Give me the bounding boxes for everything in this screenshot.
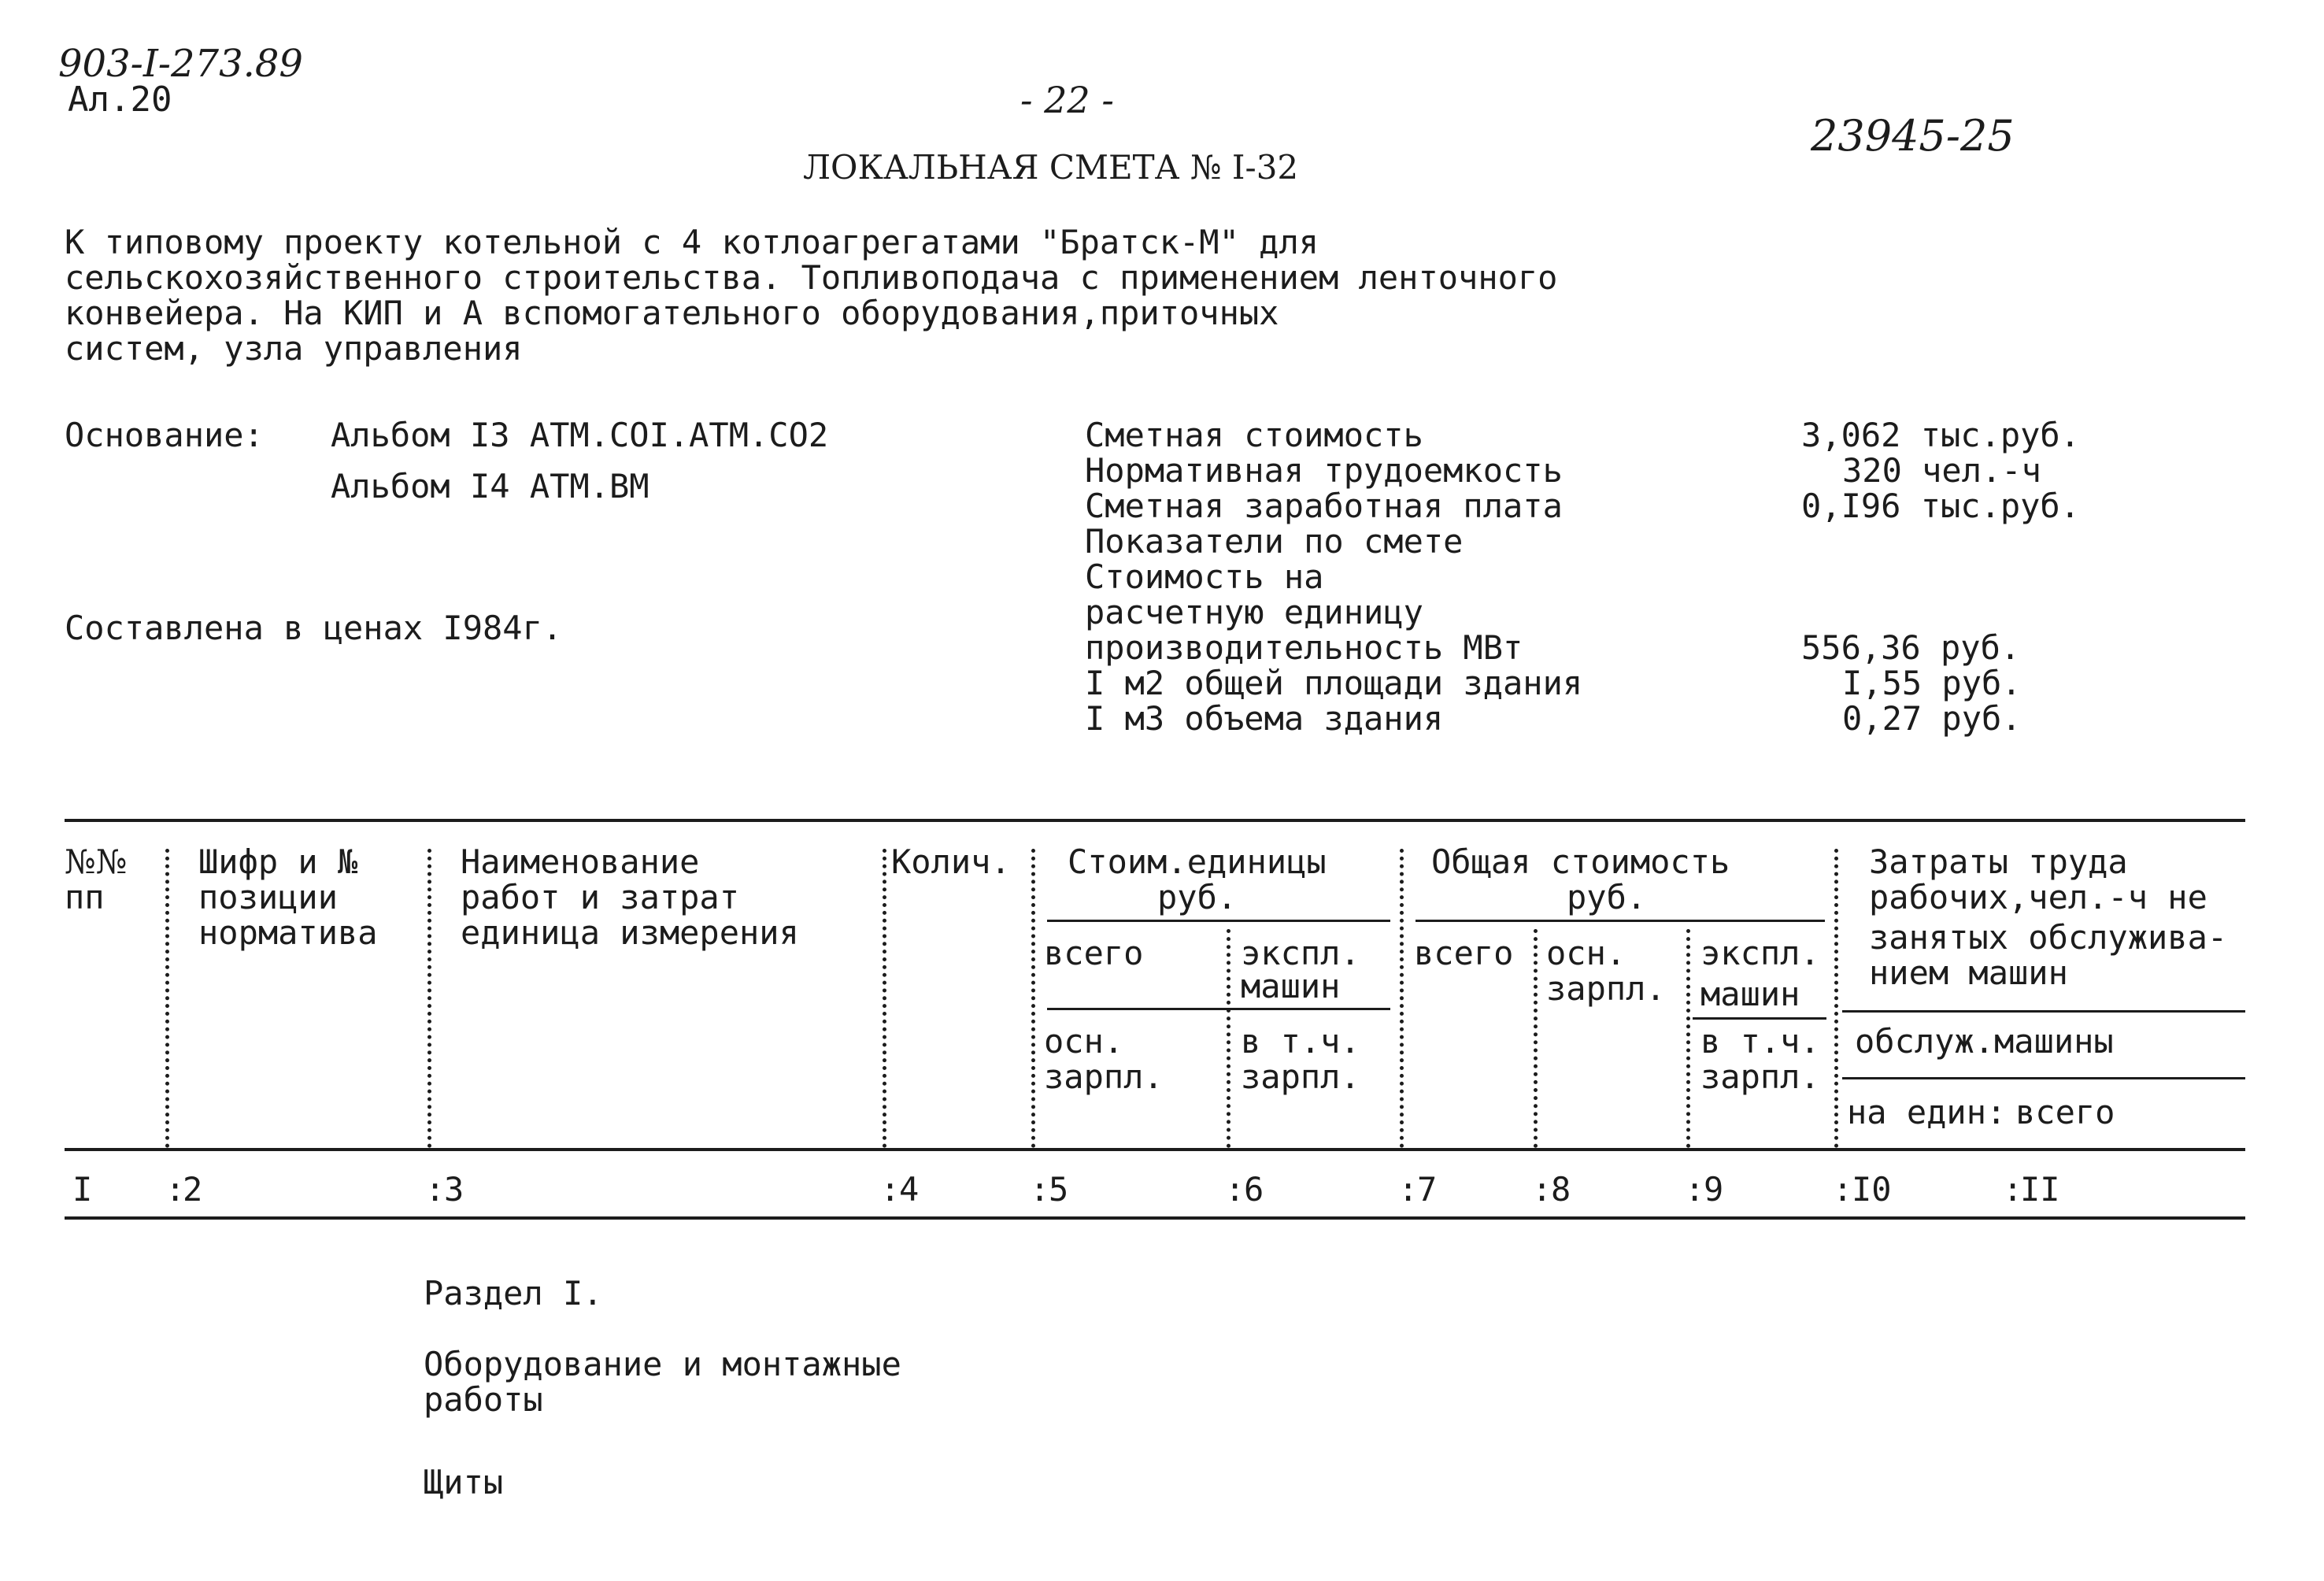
column-number: І0 [1852,1170,1892,1209]
column-separator [1227,929,1230,1148]
column-number: 9 [1704,1170,1724,1209]
header-name: работ и затрат [461,878,740,916]
indicator-label: Нормативная трудоемкость [1085,451,1563,490]
table-top-rule [65,819,2245,822]
header-incl-wage: в т.ч. [1700,1022,1820,1061]
section-title: Раздел І. [424,1274,603,1313]
indicator-label: І м3 объема здания [1085,699,1444,738]
header-wage: зарпл. [1044,1057,1164,1096]
column-number-separator: : [1398,1170,1419,1209]
indicator-label: Показатели по смете [1085,522,1464,561]
description-line: систем, узла управления [65,329,523,368]
document-title: ЛОКАЛЬНАЯ СМЕТА № І-32 [803,148,1299,187]
column-separator [165,849,169,1148]
header-wage: зарпл. [1546,969,1666,1008]
header-total-cost: руб. [1567,878,1647,916]
column-number: 3 [444,1170,464,1209]
header-incl-wage: в т.ч. [1241,1022,1360,1061]
total-cost-rule [1415,920,1825,922]
column-number: ІІ [2020,1170,2060,1209]
column-number: 8 [1551,1170,1571,1209]
header-total: всего [1414,934,1514,972]
indicator-label: Сметная заработная плата [1085,487,1563,525]
document-code: 903-І-273.89 [58,42,303,86]
header-code: Шифр и № [198,842,358,881]
column-separator [1834,849,1838,1148]
machines-rule [1693,1017,1826,1020]
description-line: сельскохозяйственного строительства. Топливоподача с применением ленточного [65,258,1558,297]
header-number: пп [65,878,105,916]
machines-rule [1047,1008,1390,1010]
header-labor: нием машин [1869,953,2068,992]
section-subtitle: Оборудование и монтажные [424,1345,901,1383]
table-header-bottom-rule [65,1148,2245,1151]
header-per-unit: на един: [1847,1093,2007,1131]
sheet-number: Ал.20 [68,80,172,120]
column-number-separator: : [1833,1170,1853,1209]
column-separator [1534,929,1538,1148]
header-code: позиции [198,878,339,916]
header-name: Наименование [461,842,700,881]
column-number: 7 [1417,1170,1438,1209]
indicator-value: 556,36 руб. [1801,628,2021,667]
header-unit-cost: руб. [1157,878,1238,916]
column-separator [1686,929,1690,1148]
indicator-value: І,55 руб. [1842,664,2022,702]
header-machines: экспл. [1700,934,1820,972]
header-total: всего [1044,934,1144,972]
column-number-separator: : [2003,1170,2023,1209]
indicator-label: Сметная стоимость [1085,416,1423,454]
labor-rule [1842,1077,2245,1079]
header-incl-wage: зарпл. [1241,1057,1360,1096]
header-name: единица измерения [461,913,799,952]
header-code: норматива [198,913,378,952]
subsection-title: Щиты [424,1463,504,1501]
column-number-separator: : [1030,1170,1050,1209]
section-subtitle: работы [424,1380,543,1419]
column-number: 4 [899,1170,920,1209]
price-basis: Составлена в ценах І984г. [65,609,563,647]
header-wage: осн. [1546,934,1626,972]
header-total: всего [2015,1093,2115,1131]
column-number: І [72,1170,93,1209]
stamp-number: 23945-25 [1811,111,2015,161]
basis-label: Основание: [65,416,264,454]
column-number-separator: : [1225,1170,1245,1209]
header-wage: осн. [1044,1022,1124,1061]
header-labor: занятых обслужива- [1869,918,2228,957]
header-labor: Затраты труда [1869,842,2128,881]
column-number-separator: : [1685,1170,1705,1209]
column-number-separator: : [880,1170,901,1209]
indicator-label: расчетную единицу [1085,593,1423,631]
labor-rule [1842,1010,2245,1013]
indicator-label: Стоимость на [1085,557,1324,596]
indicator-label: І м2 общей площади здания [1085,664,1583,702]
indicator-label: производительность МВт [1085,628,1523,667]
header-service-machines: обслуж.машины [1855,1022,2114,1061]
header-machines: машин [1241,967,1341,1005]
header-machines: машин [1700,975,1800,1013]
indicator-value: 0,27 руб. [1842,699,2022,738]
header-labor: рабочих,чел.-ч не [1869,878,2207,916]
table-numbers-bottom-rule [65,1216,2245,1220]
indicator-value: 3,062 тыс.руб. [1801,416,2081,454]
header-machines: экспл. [1241,934,1360,972]
column-number: 5 [1049,1170,1069,1209]
column-number: 6 [1244,1170,1264,1209]
unit-cost-rule [1047,920,1390,922]
description-line: конвейера. На КИП и А вспомогательного оборудования,приточных [65,294,1279,332]
column-separator [427,849,431,1148]
page-number: - 22 - [1020,79,1114,121]
header-unit-cost: Стоим.единицы [1068,842,1327,881]
column-number-separator: : [165,1170,186,1209]
column-separator [1400,849,1404,1148]
column-separator [1031,849,1035,1148]
column-number: 2 [183,1170,203,1209]
header-total-cost: Общая стоимость [1431,842,1730,881]
basis-album: Альбом І4 АТМ.ВМ [331,467,649,505]
column-number-separator: : [1532,1170,1552,1209]
basis-album: Альбом ІЗ АТМ.СОІ.АТМ.СО2 [331,416,829,454]
column-separator [883,849,886,1148]
column-number-separator: : [425,1170,446,1209]
header-number: №№ [65,842,128,881]
indicator-value: 0,І96 тыс.руб. [1801,487,2081,525]
header-quantity: Колич. [891,842,1011,881]
description-line: К типовому проекту котельной с 4 котлоагрегатами "Братск-М" для [65,223,1319,261]
header-incl-wage: зарпл. [1700,1057,1820,1096]
indicator-value: 320 чел.-ч [1842,451,2041,490]
